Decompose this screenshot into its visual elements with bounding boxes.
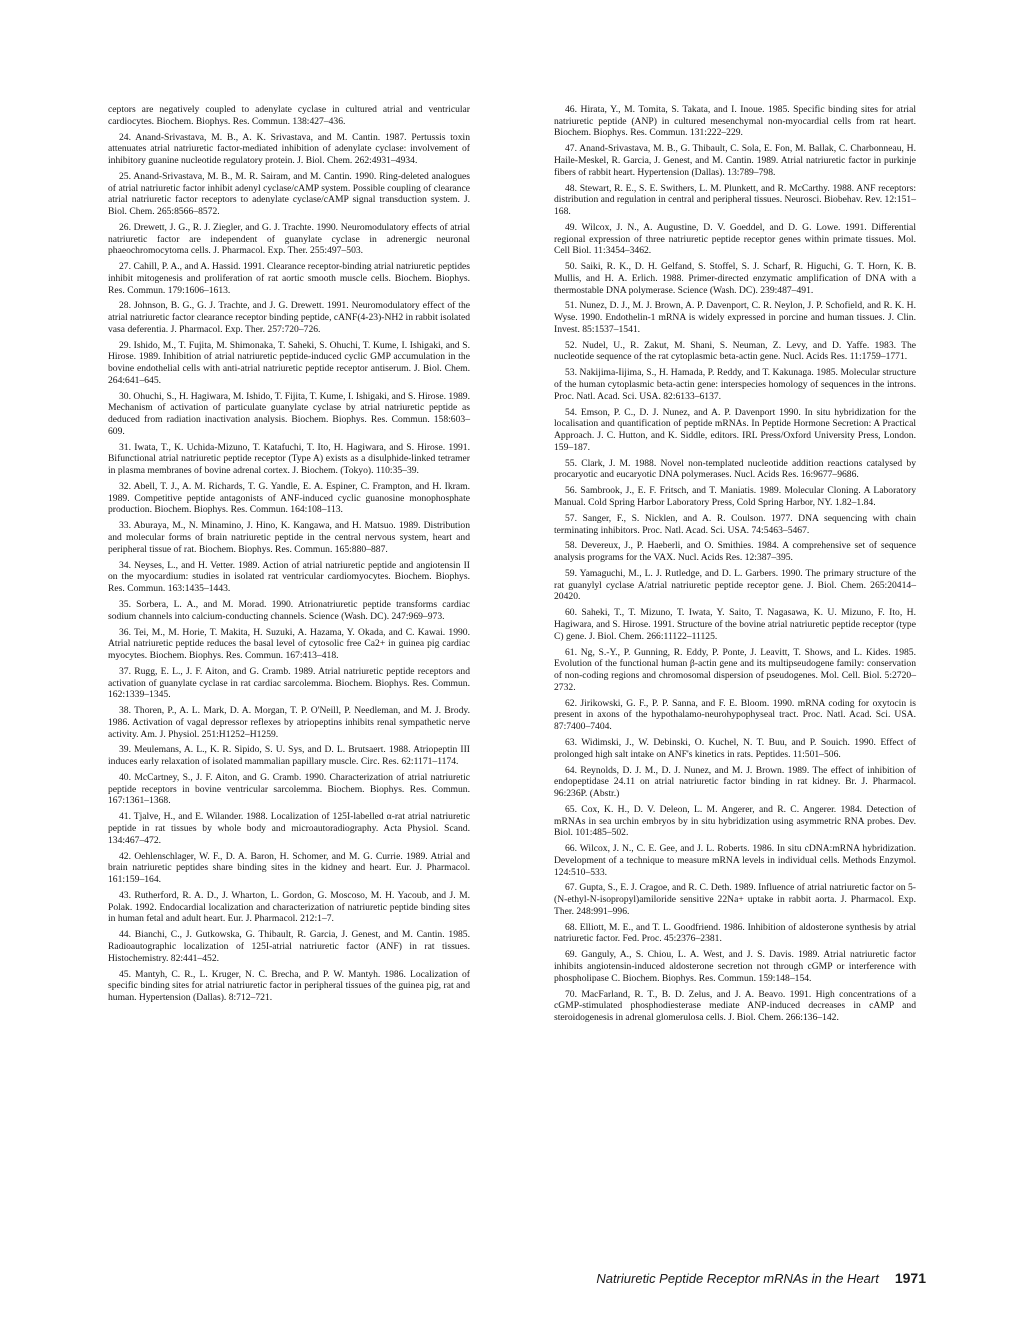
page-number: 1971 (894, 1270, 926, 1286)
references-column-left (108, 104, 470, 1008)
reference-entry: 69. Ganguly, A., S. Chiou, L. A. West, and J. S. Davis. 1989. Atrial natriuretic factor inhibits angiotensin-induced aldosterone secretion not through cGMP or interference with phospholipase C. Biochem. Biophys. Res. Commun. 159:148–154. (554, 949, 916, 984)
references-column-right (554, 104, 916, 1028)
reference-entry: 36. Tei, M., M. Horie, T. Makita, H. Suzuki, A. Hazama, Y. Okada, and C. Kawai. 1990. Atrial natriuretic peptide reduces the basal level of cytosolic free Ca2+ in guinea pig cardiac myocytes. Biochem. Biophys. Res. Commun. 167:413–418. (108, 626, 470, 661)
reference-entry: 42. Oehlenschlager, W. F., D. A. Baron, H. Schomer, and M. G. Currie. 1989. Atrial and brain natriuretic peptides share binding sites in the kidney and heart. Eur. J. Pharmacol. 161:159–164. (108, 850, 470, 886)
reference-entry: 53. Nakijima-Iijima, S., H. Hamada, P. Reddy, and T. Kakunaga. 1985. Molecular structure of the human cytoplasmic beta-actin gene: interspecies homology of sequences in the introns. Proc. Natl. Acad. Sci. USA. 82:6133–6137. (554, 367, 916, 402)
reference-entry: 60. Saheki, T., T. Mizuno, T. Iwata, Y. Saito, T. Nagasawa, K. U. Mizuno, F. Ito, H. Hagiwara, and S. Hirose. 1991. Structure of the bovine atrial natriuretic peptide receptor (type C) gene. J. Biol. Chem. 266:11122–11125. (554, 607, 916, 642)
reference-entry: 25. Anand-Srivastava, M. B., M. R. Sairam, and M. Cantin. 1990. Ring-deleted analogues of atrial natriuretic factor inhibit adenyl cyclase/cAMP system. Possible coupling of clearance atrial natriuretic factor receptors to adenylate cyclase/cAMP signal transduction system. J. Biol. Chem. 265:8566–8572. (108, 170, 470, 217)
reference-entry: 70. MacFarland, R. T., B. D. Zelus, and J. A. Beavo. 1991. High concentrations of a cGMP-stimulated phosphodiesterase mediate ANP-induced decreases in cAMP and steroidogenesis in adrenal glomerulosa cells. J. Biol. Chem. 266:136–142. (554, 988, 916, 1024)
reference-entry: 68. Elliott, M. E., and T. L. Goodfriend. 1986. Inhibition of aldosterone synthesis by atrial natriuretic factor. Fed. Proc. 45:2376–2381. (554, 921, 916, 945)
reference-entry: 47. Anand-Srivastava, M. B., G. Thibault, C. Sola, E. Fon, M. Ballak, C. Charbonneau, H. Haile-Meskel, R. Garcia, J. Genest, and M. Cantin. 1989. Atrial natriuretic factor in purkinje fibers of rabbit heart. Hypertension (Dallas). 13:789–798. (554, 143, 916, 178)
reference-entry: 40. McCartney, S., J. F. Aiton, and G. Cramb. 1990. Characterization of atrial natriuretic peptide receptors in bovine ventricular sarcolemma. Biochem. Biophys. Res. Commun. 167:1361–1368. (108, 772, 470, 807)
reference-entry: 31. Iwata, T., K. Uchida-Mizuno, T. Katafuchi, T. Ito, H. Hagiwara, and S. Hirose. 1991. Bifunctional atrial natriuretic peptide receptor (Type A) exists as a disulphide-linked tetramer in plasma membranes of bovine adrenal cortex. J. Biochem. (Tokyo). 110:35–39. (108, 441, 470, 477)
reference-entry: 49. Wilcox, J. N., A. Augustine, D. V. Goeddel, and D. G. Lowe. 1991. Differential regional expression of three natriuretic peptide receptor genes within primate tissues. Mol. Cell Biol. 11:3454–3462. (554, 221, 916, 257)
reference-entry: 35. Sorbera, L. A., and M. Morad. 1990. Atrionatriuretic peptide transforms cardiac sodium channels into calcium-conducting channels. Science (Wash. DC). 247:969–973. (108, 598, 470, 622)
reference-entry: 59. Yamaguchi, M., L. J. Rutledge, and D. L. Garbers. 1990. The primary structure of the rat guanylyl cyclase A/atrial natriuretic peptide receptor gene. J. Biol. Chem. 265:20414–20420. (554, 568, 916, 603)
reference-entry: 48. Stewart, R. E., S. E. Swithers, L. M. Plunkett, and R. McCarthy. 1988. ANF receptors: distribution and regulation in central and peripheral tissues. Neurosci. Biobehav. Rev. 12:151–168. (554, 182, 916, 217)
reference-entry: 28. Johnson, B. G., G. J. Trachte, and J. G. Drewett. 1991. Neuromodulatory effect of the atrial natriuretic factor clearance receptor binding peptide, cANF(4-23)-NH2 in rabbit isolated vasa deferentia. J. Pharmacol. Exp. Ther. 257:720–726. (108, 300, 471, 335)
reference-entry: 34. Neyses, L., and H. Vetter. 1989. Action of atrial natriuretic peptide and angiotensin II on the myocardium: studies in isolated rat ventricular cardiomyocytes. Biochem. Biophys. Res. Commun. 163:1435–1443. (108, 559, 470, 595)
reference-entry: 65. Cox, K. H., D. V. Deleon, L. M. Angerer, and R. C. Angerer. 1984. Detection of mRNAs in sea urchin embryos by in situ hybridization using asymmetric RNA probes. Dev. Biol. 101:485–502. (554, 803, 916, 839)
reference-entry: 67. Gupta, S., E. J. Cragoe, and R. C. Deth. 1989. Influence of atrial natriuretic factor on 5-(N-ethyl-N-isopropyl)amiloride sensitive 22Na+ uptake in rabbit aorta. J. Pharmacol. Exp. Ther. 248:991–996. (554, 882, 916, 917)
reference-entry: 38. Thoren, P., A. L. Mark, D. A. Morgan, T. P. O'Neill, P. Needleman, and M. J. Brody. 1986. Activation of vagal depressor reflexes by atriopeptins inhibits renal sympathetic nerve activity. Am. J. Physiol. 251:H1252–H1259. (108, 705, 470, 740)
reference-entry: 41. Tjalve, H., and E. Wilander. 1988. Localization of 125I-labelled α-rat atrial natriuretic peptide in rat tissues by whole body and microautoradiography. Acta Physiol. Scand. 134:467–472. (108, 811, 470, 846)
reference-entry: 62. Jirikowski, G. F., P. P. Sanna, and F. E. Bloom. 1990. mRNA coding for oxytocin is present in axons of the hypothalamo-neurohypophyseal tract. Proc. Natl. Acad. Sci. USA. 87:7400–7404. (554, 697, 916, 733)
reference-entry: 64. Reynolds, D. J. M., D. J. Nunez, and M. J. Brown. 1989. The effect of inhibition of endopeptidase 24.11 on atrial natriuretic factor binding in rat kidney. Br. J. Pharmacol. 96:236P. (Abstr.) (554, 764, 916, 799)
reference-entry: 46. Hirata, Y., M. Tomita, S. Takata, and I. Inoue. 1985. Specific binding sites for atrial natriuretic peptide (ANP) in cultured mesenchymal non-myocardial cells from rat heart. Biochem. Biophys. Res. Commun. 131:222–229. (554, 104, 916, 139)
reference-entry: 32. Abell, T. J., A. M. Richards, T. G. Yandle, E. A. Espiner, C. Frampton, and H. Ikram. 1989. Competitive peptide antagonists of ANF-induced cyclic guanosine monophosphate production. Biochem. Biophys. Res. Commun. 164:108–113. (108, 481, 470, 516)
reference-entry: 63. Widimski, J., W. Debinski, O. Kuchel, N. T. Buu, and P. Souich. 1990. Effect of prolonged high salt intake on ANF's kinetics in rats. Peptides. 11:501–506. (554, 736, 916, 760)
reference-entry: 57. Sanger, F., S. Nicklen, and A. R. Coulson. 1977. DNA sequencing with chain terminating inhibitors. Proc. Natl. Acad. Sci. USA. 74:5463–5467. (554, 512, 916, 536)
reference-entry: 55. Clark, J. M. 1988. Novel non-templated nucleotide addition reactions catalysed by procaryotic and eucaryotic DNA polymerases. Nucl. Acids Res. 16:9677–9686. (554, 457, 916, 481)
reference-entry: 37. Rugg, E. L., J. F. Aiton, and G. Cramb. 1989. Atrial natriuretic peptide receptors and activation of guanylate cyclase in rat cardiac sarcolemma. Biochem. Biophys. Res. Commun. 162:1339–1345. (108, 665, 470, 701)
reference-entry: 43. Rutherford, R. A. D., J. Wharton, L. Gordon, G. Moscoso, M. H. Yacoub, and J. M. Polak. 1992. Endocardial localization and characterization of natriuretic peptide binding sites in human fetal and adult heart. Eur. J. Pharmacol. 212:1–7. (108, 889, 470, 925)
reference-entry: 29. Ishido, M., T. Fujita, M. Shimonaka, T. Saheki, S. Ohuchi, T. Kume, I. Ishigaki, and S. Hirose. 1989. Inhibition of atrial natriuretic peptide-induced cyclic GMP accumulation in the bovine endothelial cells with anti-atrial natriuretic peptide receptor antiserum. J. Biol. Chem. 264:641–645. (108, 339, 470, 386)
reference-entry: 54. Emson, P. C., D. J. Nunez, and A. P. Davenport 1990. In situ hybridization for the localisation and quantification of peptide mRNAs. In Peptide Hormone Secretion: A Practical Approach. J. C. Hutton, and K. Siddle, editors. IRL Press/Oxford University Press, London. 159–187. (554, 406, 916, 453)
reference-entry: ceptors are negatively coupled to adenylate cyclase in cultured atrial and ventricular cardiocytes. Biochem. Biophys. Res. Commun. 138:427–436. (108, 104, 470, 127)
reference-entry: 30. Ohuchi, S., H. Hagiwara, M. Ishido, T. Fijita, T. Kume, I. Ishigaki, and S. Hirose. 1989. Mechanism of activation of particulate guanylate cyclase by atrial natriuretic peptide as deduced from radiation inactivation analysis. Biochem. Biophys. Res. Commun. 158:603–609. (108, 390, 470, 437)
reference-entry: 51. Nunez, D. J., M. J. Brown, A. P. Davenport, C. R. Neylon, J. P. Schofield, and R. K. H. Wyse. 1990. Endothelin-1 mRNA is widely expressed in porcine and human tissues. J. Clin. Invest. 85:1537–1541. (554, 300, 916, 335)
running-title: Natriuretic Peptide Receptor mRNAs in the Heart (596, 1271, 879, 1286)
reference-entry: 27. Cahill, P. A., and A. Hassid. 1991. Clearance receptor-binding atrial natriuretic peptides inhibit mitogenesis and proliferation of rat aortic smooth muscle cells. Biochem. Biophys. Res. Commun. 179:1606–1613. (108, 261, 470, 296)
reference-entry: 26. Drewett, J. G., R. J. Ziegler, and G. J. Trachte. 1990. Neuromodulatory effects of atrial natriuretic factor are independent of guanylate cyclase in adrenergic neuronal phaeochromocytoma cells. J. Pharmacol. Exp. Ther. 255:497–503. (108, 221, 470, 257)
reference-entry: 44. Bianchi, C., J. Gutkowska, G. Thibault, R. Garcia, J. Genest, and M. Cantin. 1985. Radioautographic localization of 125I-atrial natriuretic factor (ANF) in rat tissues. Histochemistry. 82:441–452. (108, 929, 470, 964)
reference-entry: 33. Aburaya, M., N. Minamino, J. Hino, K. Kangawa, and H. Matsuo. 1989. Distribution and molecular forms of brain natriuretic peptide in the central nervous system, heart and peripheral tissue of rat. Biochem. Biophys. Res. Commun. 165:880–887. (108, 520, 470, 555)
reference-entry: 66. Wilcox, J. N., C. E. Gee, and J. L. Roberts. 1986. In situ cDNA:mRNA hybridization. Development of a technique to measure mRNA levels in individual cells. Methods Enzymol. 124:510–533. (554, 843, 916, 878)
reference-entry: 50. Saiki, R. K., D. H. Gelfand, S. Stoffel, S. J. Scharf, R. Higuchi, G. T. Horn, K. B. Mullis, and H. A. Erlich. 1988. Primer-directed enzymatic amplification of DNA with a thermostable DNA polymerase. Science (Wash. DC). 239:487–491. (554, 261, 916, 296)
reference-entry: 52. Nudel, U., R. Zakut, M. Shani, S. Neuman, Z. Levy, and D. Yaffe. 1983. The nucleotide sequence of the rat cytoplasmic beta-actin gene. Nucl. Acids Res. 11:1759–1771. (554, 339, 916, 363)
reference-entry: 24. Anand-Srivastava, M. B., A. K. Srivastava, and M. Cantin. 1987. Pertussis toxin attenuates atrial natriuretic factor-mediated inhibition of adenylate cyclase: involvement of inhibitory guanine nucleotide regulatory protein. J. Biol. Chem. 262:4931–4934. (108, 131, 470, 166)
reference-entry: 45. Mantyh, C. R., L. Kruger, N. C. Brecha, and P. W. Mantyh. 1986. Localization of specific binding sites for atrial natriuretic factor in peripheral tissues of the guinea pig, rat and human. Hypertension (Dallas). 8:712–721. (108, 968, 470, 1003)
page-footer (596, 1270, 926, 1286)
reference-entry: 61. Ng, S.-Y., P. Gunning, R. Eddy, P. Ponte, J. Leavitt, T. Shows, and L. Kides. 1985. Evolution of the functional human β-actin gene and its multipseudogene family: conservation of non-coding regions and chromosomal dispersion of pseudogenes. Mol. Cell. Biol. 5:2720–2732. (554, 646, 916, 693)
reference-entry: 58. Devereux, J., P. Haeberli, and O. Smithies. 1984. A comprehensive set of sequence analysis programs for the VAX. Nucl. Acids Res. 12:387–395. (554, 540, 916, 564)
reference-entry: 39. Meulemans, A. L., K. R. Sipido, S. U. Sys, and D. L. Brutsaert. 1988. Atriopeptin III induces early relaxation of isolated mammalian papillary muscle. Circ. Res. 62:1171–1174. (108, 744, 470, 768)
reference-entry: 56. Sambrook, J., E. F. Fritsch, and T. Maniatis. 1989. Molecular Cloning. A Laboratory Manual. Cold Spring Harbor Laboratory Press, Cold Spring Harbor, NY. 1.82–1.84. (554, 485, 916, 508)
